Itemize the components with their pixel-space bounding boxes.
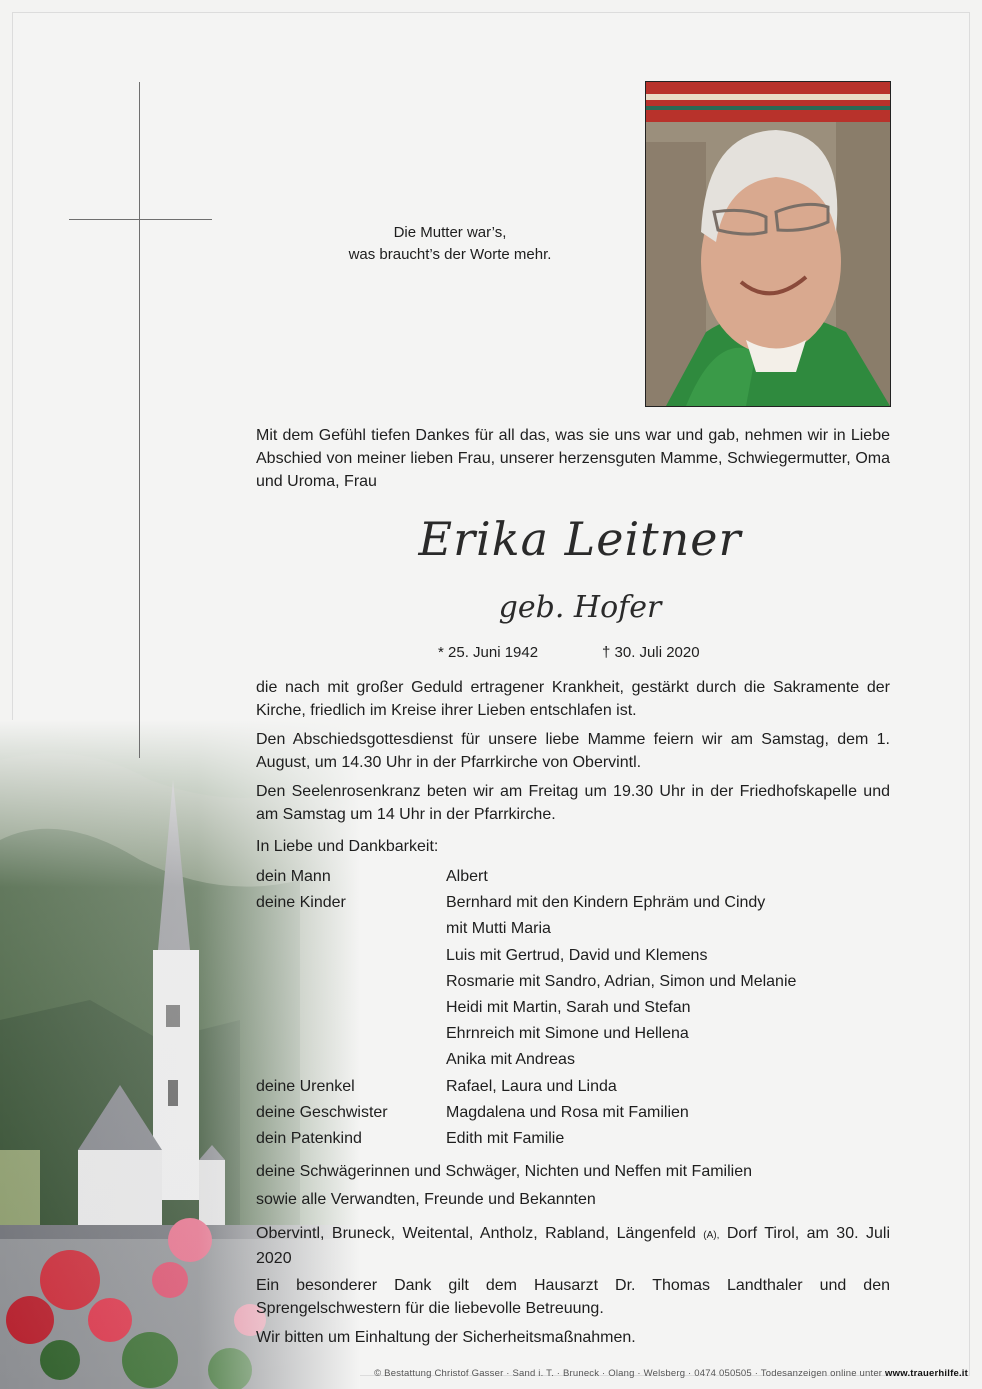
family-names: Rosmarie mit Sandro, Adrian, Simon und Melanie <box>446 972 797 990</box>
family-row <box>256 1100 896 1126</box>
maiden-name: geb. Hofer <box>498 590 662 625</box>
memorial-quote <box>300 222 600 266</box>
deceased-name: Erika Leitner <box>418 512 742 566</box>
cross-vertical-bar <box>139 82 140 758</box>
paragraph-passing: die nach mit großer Geduld ertragener Krankheit, gestärkt durch die Sakramente der Kirche, friedlich im Kreise ihrer Lieben entschlafen ist. <box>256 679 890 719</box>
family-names: Luis mit Gertrud, David und Klemens <box>446 946 708 964</box>
death-date: † 30. Juli 2020 <box>602 644 700 661</box>
place-and-date <box>256 1222 890 1270</box>
intro-text: Mit dem Gefühl tiefen Dankes für all das, was sie uns war und gab, nehmen wir in Liebe Abschied von meiner lieben Frau, unserer herzensguten Mamme, Schwiegermutter, Oma und Uroma, Frau <box>256 427 890 490</box>
family-relation: dein Mann <box>256 868 331 885</box>
paragraph-rosary: Den Seelenrosenkranz beten wir am Freitag um 19.30 Uhr in der Friedhofskapelle und am Samstag um 14 Uhr in der Pfarrkirche. <box>256 783 890 823</box>
closing-line: sowie alle Verwandten, Freunde und Bekannten <box>256 1191 596 1208</box>
family-names: Ehrnreich mit Simone und Hellena <box>446 1025 689 1043</box>
footer-link[interactable]: www.trauerhilfe.it <box>885 1368 968 1379</box>
place-date-tail: Dorf Tirol, am 30. Juli 2020 <box>256 1225 891 1267</box>
quote-line-2: was braucht’s der Worte mehr. <box>348 246 552 263</box>
family-relation: deine Urenkel <box>256 1077 355 1095</box>
place-list: Obervintl, Bruneck, Weitental, Antholz, Rabland, Längenfeld <box>256 1225 696 1242</box>
family-names: Albert <box>446 868 488 885</box>
family-relation: dein Patenkind <box>256 1129 362 1147</box>
family-row <box>256 1074 896 1100</box>
family-names: Edith mit Familie <box>446 1129 565 1147</box>
closing-line: deine Schwägerinnen und Schwäger, Nichten und Neffen mit Familien <box>256 1163 752 1180</box>
paragraph-funeral-service: Den Abschiedsgottesdienst für unsere liebe Mamme feiern wir am Samstag, dem 1. August, um 14.30 Uhr in der Pfarrkirche von Obervintl. <box>256 731 890 771</box>
family-names: Bernhard mit den Kindern Ephräm und Cindy <box>446 894 766 912</box>
family-relation: deine Kinder <box>256 894 346 912</box>
family-row <box>256 1126 896 1152</box>
footer-text: © Bestattung Christof Gasser · Sand i. T. · Bruneck · Olang · Welsberg · 0474 050505 · Todesanzeigen online unter <box>374 1368 883 1379</box>
footer <box>0 1368 968 1379</box>
thanks-paragraph: Ein besonderer Dank gilt dem Hausarzt Dr. Thomas Landthaler und den Sprengelschwestern für die liebevolle Betreuung. <box>256 1277 890 1317</box>
family-names: Rafael, Laura und Linda <box>446 1077 617 1095</box>
family-row <box>256 890 896 1073</box>
family-names: Heidi mit Martin, Sarah und Stefan <box>446 998 691 1016</box>
quote-line-1: Die Mutter war’s, <box>393 224 507 241</box>
family-intro: In Liebe und Dankbarkeit: <box>256 838 439 855</box>
country-code: (A), <box>703 1230 720 1241</box>
portrait-photo <box>645 81 891 407</box>
family-names: Anika mit Andreas <box>446 1051 575 1069</box>
closing-lines <box>256 1158 896 1214</box>
safety-note: Wir bitten um Einhaltung der Sicherheitsmaßnahmen. <box>256 1329 636 1346</box>
family-list <box>256 864 896 1152</box>
family-names: Magdalena und Rosa mit Familien <box>446 1103 689 1121</box>
family-names: mit Mutti Maria <box>446 920 551 938</box>
family-relation: deine Geschwister <box>256 1103 388 1121</box>
birth-date: * 25. Juni 1942 <box>438 644 539 661</box>
family-row <box>256 864 896 890</box>
cross-horizontal-bar <box>69 219 212 220</box>
